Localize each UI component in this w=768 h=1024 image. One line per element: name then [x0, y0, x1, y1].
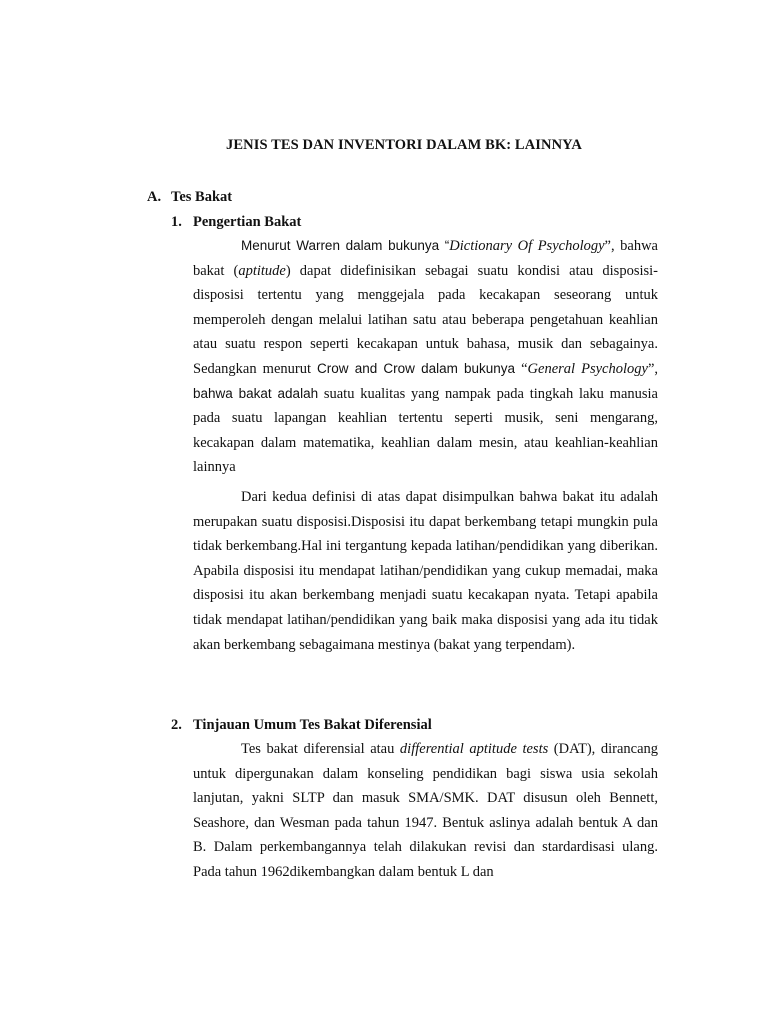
- subsection-2-number: 2.: [171, 717, 182, 733]
- subsection-1-number: 1.: [171, 214, 182, 230]
- section-a-title: Tes Bakat: [171, 189, 233, 205]
- subsection-2-title: Tinjauan Umum Tes Bakat Diferensial: [193, 717, 432, 733]
- paragraph-dat-overview: Tes bakat diferensial atau differential aptitude tests (DAT), dirancang untuk dipergunakan dalam konseling pendidikan bagi siswa usia sekolah lanjutan, yakni SLTP dan masuk SMA/SMK. DAT disusun oleh Bennett, Seashore, dan Wesman pada tahun 1947. Bentuk aslinya adalah bentuk A dan B. Dalam perkembangannya telah dilakukan revisi dan stardardisasi ulang. Pada tahun 1962dikembangkan dalam bentuk L dan: [193, 741, 659, 880]
- subsection-1-title: Pengertian Bakat: [193, 214, 302, 230]
- section-a-label: A.: [147, 189, 162, 205]
- document-title: JENIS TES DAN INVENTORI DALAM BK: LAINNYA: [226, 137, 582, 153]
- section-a-heading: [147, 189, 232, 206]
- subsection-2-heading: [171, 717, 432, 734]
- paragraph-conclusion: Dari kedua definisi di atas dapat disimpulkan bahwa bakat itu adalah merupakan suatu disposisi.Disposisi itu dapat berkembang tetapi mungkin pula tidak berkembang.Hal ini tergantung kepada latihan/pendidikan yang diberikan. Apabila disposisi itu mendapat latihan/pendidikan yang cukup memadai, maka disposisi itu akan berkembang menjadi suatu kecakapan nyata. Tetapi apabila tidak mendapat latihan/pendidikan yang baik maka disposisi yang ada itu tidak akan berkembang sebagaimana mestinya (bakat yang terpendam).: [193, 489, 658, 653]
- paragraph-definition: Menurut Warren dalam bukunya “Dictionary Of Psychology”, bahwa bakat (aptitude) dapat didefinisikan sebagai suatu kondisi atau disposisi-disposisi tertentu yang menggejala pada kecakapan seseorang untuk memperoleh dengan melalui latihan satu atau beberapa pengetahuan keahlian atau suatu respon seperti kecakapan untuk bahasa, musik dan sebagainya. Sedangkan menurut Crow and Crow dalam bukunya “General Psychology”, bahwa bakat adalah suatu kualitas yang nampak pada tingkah laku manusia pada suatu lapangan keahlian tertentu seperti musik, seni mengarang, kecakapan dalam matematika, keahlian dalam mesin, atau keahlian-keahlian lainnya: [193, 238, 658, 476]
- subsection-1-heading: [171, 214, 301, 231]
